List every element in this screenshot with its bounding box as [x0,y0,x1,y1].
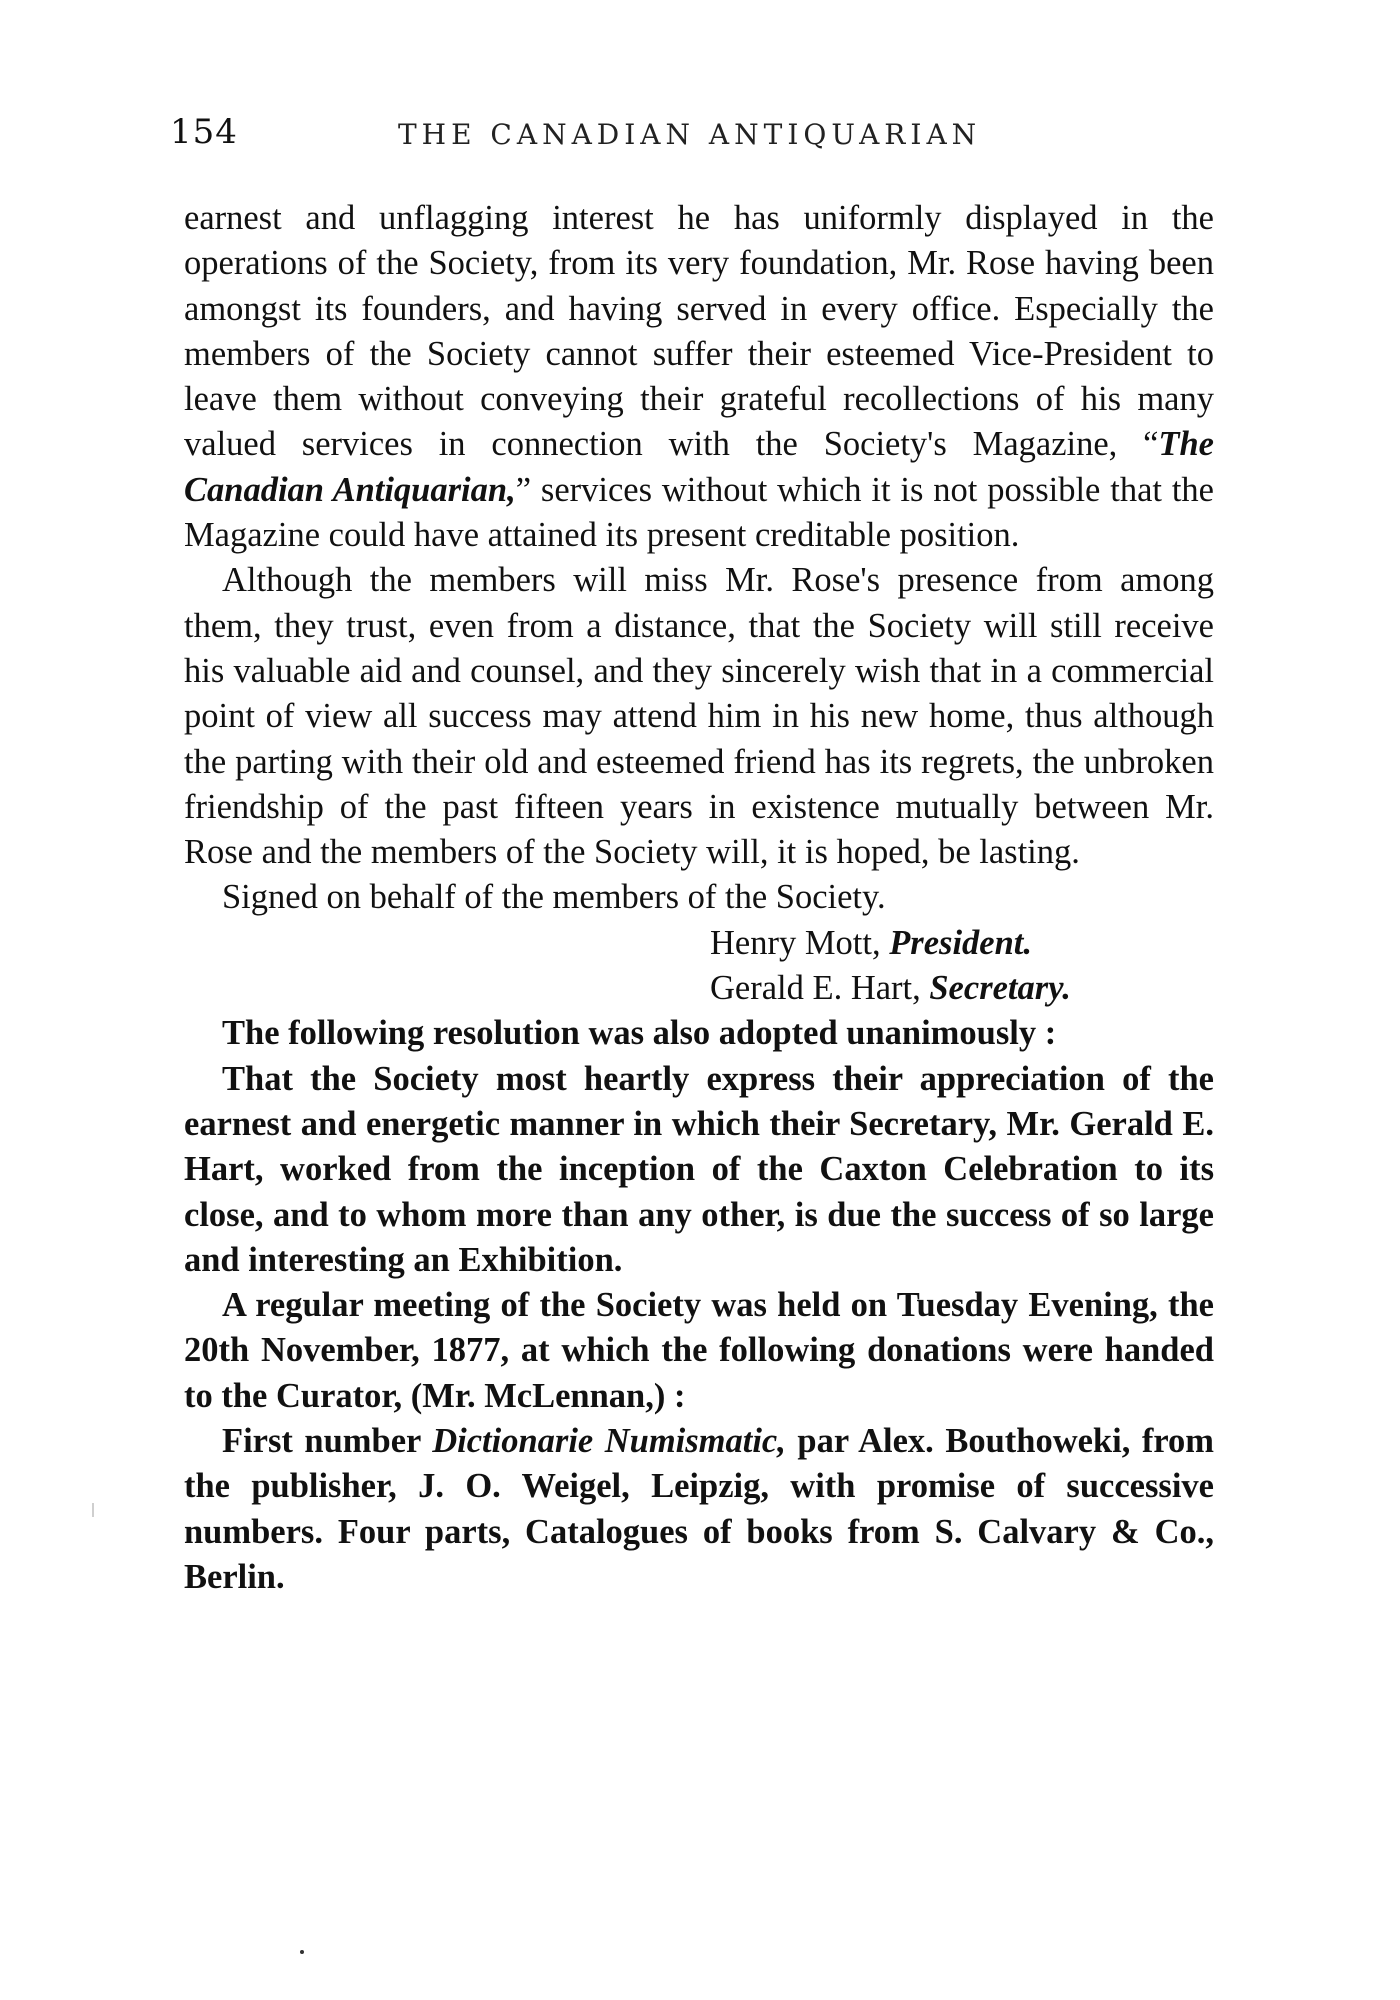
signature-name: Gerald E. Hart, [710,969,930,1008]
paragraph-signed: Signed on behalf of the members of the Society. [222,878,886,917]
paragraph-resolution: That the Society most heartly express their appreciation of the earnest and energetic manner in which their Secretary, Mr. Gerald E. Hart, worked from the inception of the Caxton Celebration to its close, and to whom more than any other, is due the success of so large and interesting an Exhibition. [184,1059,1214,1279]
print-speck [300,1950,304,1954]
tribute-text-start: earnest and unflagging interest he has uniformly displayed in the operations of the Society, from its very foundation, Mr. Rose having been amongst its founders, and having served in every office. Especially the members of the Society cannot suffer their esteemed Vice-President to leave them without conveying their grateful recollections of his many valued services in connection with the Society's Magazine, “ [184,199,1214,464]
donations-text-start: First number [222,1422,433,1461]
paragraph-tribute [184,196,1214,558]
paragraph-farewell: Although the members will miss Mr. Rose's presence from among them, they trust, even from a distance, that the Society will still receive his valuable aid and counsel, and they sincerely wish that in a commercial point of view all success may attend him in his new home, thus although the parting with their old and esteemed friend has its regrets, the unbroken friendship of the past fifteen years in existence mutually between Mr. Rose and the members of the Society will, it is hoped, be lasting. [184,561,1214,872]
paragraph-meeting: A regular meeting of the Society was held on Tuesday Evening, the 20th November, 1877, at which the following donations were handed to the Curator, (Mr. McLennan,) : [184,1286,1214,1415]
page-header [170,112,1250,162]
signature-role: President. [889,923,1032,962]
body-text [184,196,1214,1600]
signature-name: Henry Mott, [710,923,890,962]
signature-secretary [184,966,1214,1011]
signature-president [184,921,1214,966]
magazine-title: The Canadian Antiquarian, [184,425,1214,509]
running-title: THE CANADIAN ANTIQUARIAN [398,118,982,151]
paragraph-resolution-intro: The following resolution was also adopted unanimously : [222,1014,1057,1053]
margin-mark [92,1503,94,1517]
page-number: 154 [170,112,238,152]
signature-role: Secretary. [929,969,1071,1008]
paragraph-donations [184,1419,1214,1600]
donations-text-end: par Alex. Bouthoweki, from the publisher, J. O. Weigel, Leipzig, with promise of successive numbers. Four parts, Catalogues of books from S. Calvary & Co., Berlin. [184,1422,1214,1596]
donation-title: Dictionarie Numismatic, [432,1422,786,1461]
tribute-text-end: ” services without which it is not possible that the Magazine could have attained its present creditable position. [184,470,1214,555]
